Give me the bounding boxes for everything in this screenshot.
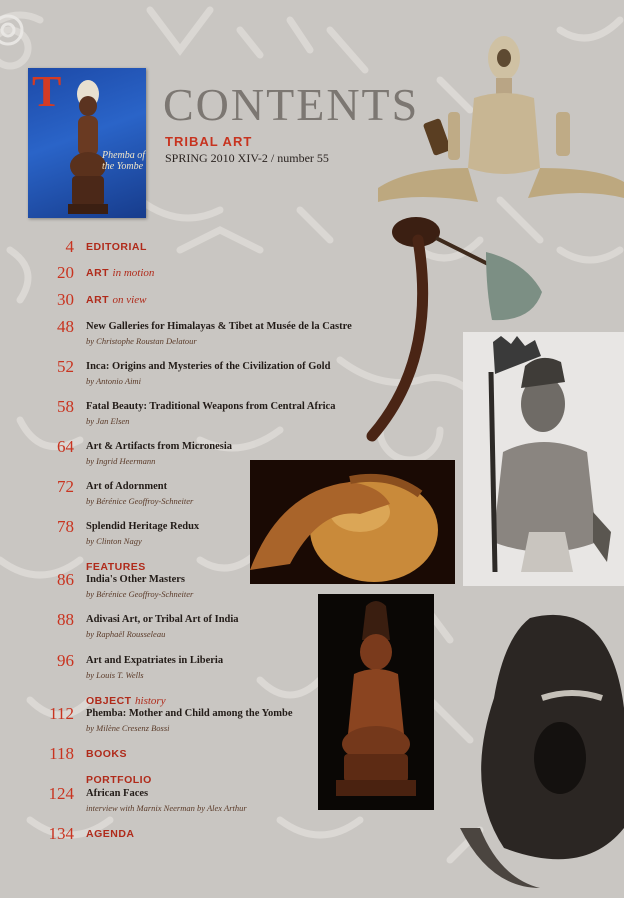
section-label: AGENDA <box>86 828 135 840</box>
section-label-italic: history <box>135 695 166 707</box>
article-author: by Raphaël Rousseleau <box>86 629 166 639</box>
carved-gourd-photo <box>250 460 455 584</box>
section-label-italic: in motion <box>112 267 155 279</box>
article-author: by Antonio Aimi <box>86 376 141 386</box>
article-author: by Louis T. Wells <box>86 670 144 680</box>
magazine-brand: TRIBAL ART <box>165 134 253 149</box>
page-number: 112 <box>49 704 74 723</box>
article-author: by Jan Elsen <box>86 416 130 426</box>
issue-info: SPRING 2010 XIV-2 / number 55 <box>165 151 329 165</box>
page-title: CONTENTS <box>163 79 420 130</box>
seated-figure-photo <box>374 28 624 212</box>
section-object-history <box>86 695 166 707</box>
article-title: Splendid Heritage Redux <box>86 521 200 532</box>
article-title: Fatal Beauty: Traditional Weapons from Central Africa <box>86 401 336 412</box>
article-author: interview with Marnix Neerman by Alex Arthur <box>86 803 247 813</box>
section-label: ART <box>86 267 110 279</box>
article-author: by Milène Cresenz Bossi <box>86 723 170 733</box>
page-number: 96 <box>57 651 74 670</box>
article-title: Phemba: Mother and Child among the Yombe <box>86 708 293 719</box>
page-number: 134 <box>48 824 74 843</box>
page-number: 48 <box>57 317 74 336</box>
article-title: New Galleries for Himalayas & Tibet at Musée de la Castre <box>86 321 352 332</box>
article-title: Art and Expatriates in Liberia <box>86 655 224 666</box>
page-number: 4 <box>65 237 74 256</box>
page-number: 30 <box>57 290 74 309</box>
section-label: OBJECT <box>86 695 132 707</box>
warrior-engraving-photo <box>463 332 624 586</box>
section-label: BOOKS <box>86 748 128 760</box>
article-title: Adivasi Art, or Tribal Art of India <box>86 614 239 625</box>
article-title: Inca: Origins and Mysteries of the Civilization of Gold <box>86 361 331 372</box>
section-label-italic: on view <box>112 294 147 306</box>
article-author: by Bérénice Geoffroy-Schneiter <box>86 589 194 599</box>
article-author: by Bérénice Geoffroy-Schneiter <box>86 496 194 506</box>
phemba-figure-photo <box>318 594 434 810</box>
dan-mask-photo <box>450 598 624 898</box>
section-label: ART <box>86 294 110 306</box>
section-label: EDITORIAL <box>86 241 147 253</box>
article-title: Art & Artifacts from Micronesia <box>86 441 232 452</box>
page-number: 78 <box>57 517 74 536</box>
page-number: 52 <box>57 357 74 376</box>
page-number: 20 <box>57 263 74 282</box>
page-number: 124 <box>48 784 74 803</box>
page-number: 72 <box>57 477 74 496</box>
article-title: African Faces <box>86 788 149 799</box>
article-title: Art of Adornment <box>86 481 168 492</box>
page-number: 118 <box>49 744 74 763</box>
cover-title: Phemba of the Yombe <box>102 150 146 172</box>
magazine-cover-thumbnail[interactable] <box>28 68 146 218</box>
page-number: 88 <box>57 610 74 629</box>
page-number: 86 <box>57 570 74 589</box>
cover-sculpture-image <box>58 76 118 218</box>
article-author: by Christophe Roustan Delatour <box>86 336 197 346</box>
page-number: 64 <box>57 437 74 456</box>
article-author: by Clinton Nagy <box>86 536 142 546</box>
article-author: by Ingrid Heermann <box>86 456 156 466</box>
section-portfolio: PORTFOLIO <box>86 774 152 786</box>
page-number: 58 <box>57 397 74 416</box>
section-features: FEATURES <box>86 561 146 573</box>
cover-masthead: T <box>32 68 62 116</box>
article-title: India's Other Masters <box>86 574 185 585</box>
